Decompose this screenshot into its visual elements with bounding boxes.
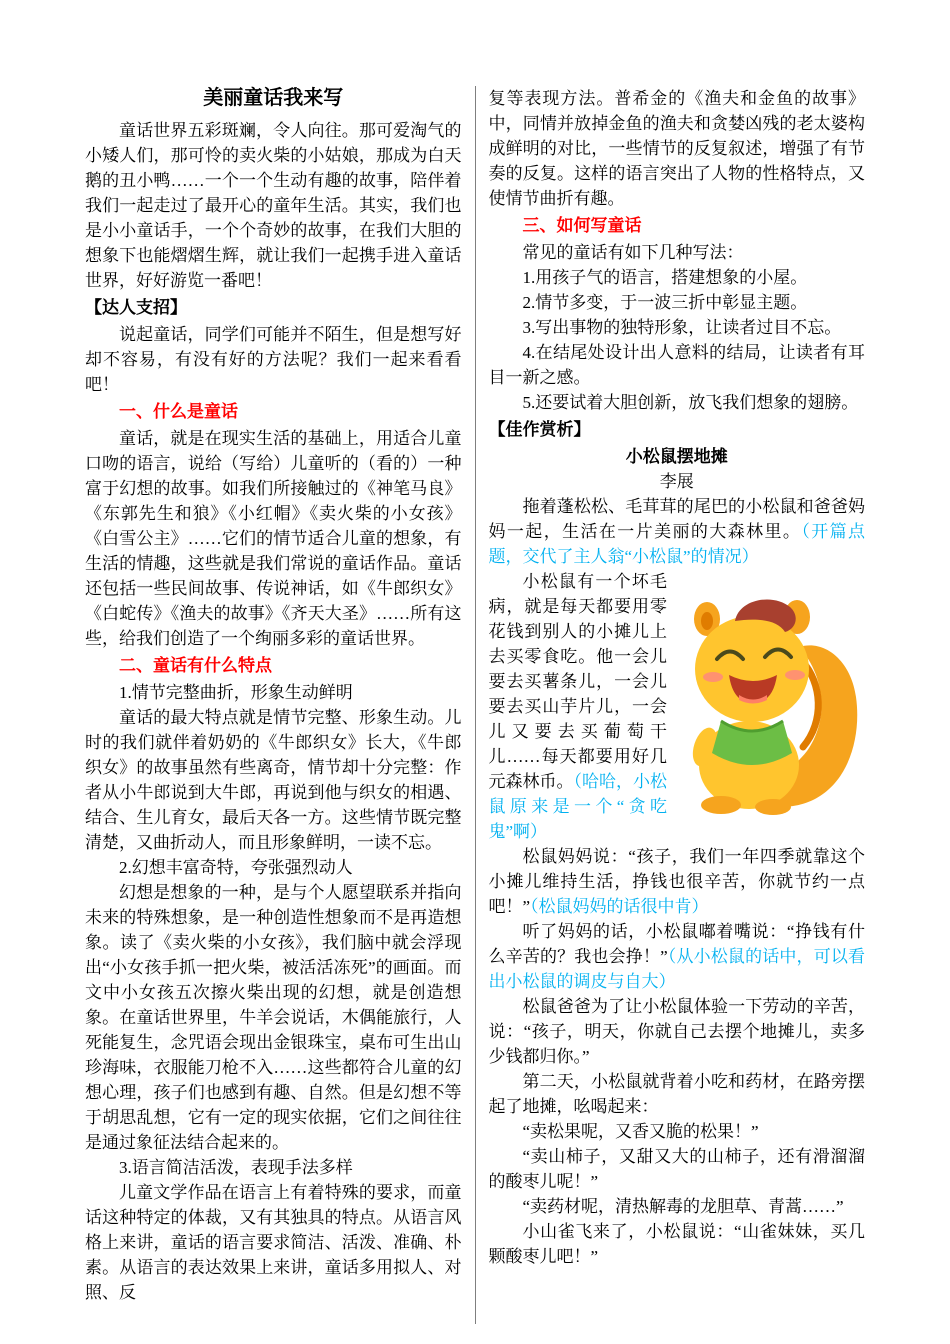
tips-intro-paragraph: 说起童话，同学们可能并不陌生，但是想写好却不容易，有没有好的方法呢？我们一起来看看吧！	[85, 325, 462, 394]
feature3-title: 3.语言简洁活泼，表现手法多样	[119, 1158, 353, 1177]
essay-text: 听了妈妈的话，小松鼠嘟着嘴说：“挣钱有什么辛苦的？我也会挣！”	[488, 922, 865, 966]
feature3-paragraph: 儿童文学作品在语言上有着特殊的要求，而童话这种特定的体裁，又有其独具的特点。从语言风格上来讲，童话的语言要求简洁、活泼、准确、朴素。从语言的表达效果上来讲，童话多用拟人、对照、反	[85, 1183, 462, 1302]
what-is-fairytale-paragraph: 童话，就是在现实生活的基础上，用适合儿童口吻的语言，说给（写给）儿童听的（看的）一种富于幻想的故事。如我们所接触过的《神笔马良》《东郭先生和狼》《小红帽》《卖火柴的小女孩》《白雪公主》……它们的情节适合儿童的想象，有生活的情趣，这些就是我们常说的童话作品。童话还包括一些民间故事、传说神话，如《牛郎织女》《白蛇传》《渔夫的故事》《齐天大圣》……所有这些，给我们创造了一个绚丽多彩的童话世界。	[85, 429, 462, 648]
essay-paragraph-7: “卖松果呢，又香又脆的松果！”	[522, 1122, 759, 1141]
essay-text: 小松鼠有一个坏毛病，就是每天都要用零花钱到别人的小摊儿上去买零食吃。他一会儿要去买薯条儿，一会儿要去买山芋片儿，一会儿又要去买葡萄干儿……每天都要用好几元森林币。	[488, 572, 667, 791]
essay-paragraph-5: 松鼠爸爸为了让小松鼠体验一下劳动的辛苦，说：“孩子，明天，你就自己去摆个地摊儿，卖多少钱都归你。”	[488, 997, 865, 1066]
squirrel-cartoon-icon	[673, 569, 865, 819]
feature2-title: 2.幻想丰富奇特，夸张强烈动人	[119, 858, 353, 877]
right-column	[489, 86, 866, 1324]
essay-text: 拖着蓬松松、毛茸茸的尾巴的小松鼠和爸爸妈妈一起，生活在一片美丽的大森林里。	[488, 497, 865, 541]
section-header-tips: 【达人支招】	[85, 298, 187, 317]
annotation-note: （从小松鼠的话中，可以看出小松鼠的调皮与自大）	[488, 947, 866, 991]
feature1-title: 1.情节完整曲折，形象生动鲜明	[119, 683, 353, 702]
annotation-note: （松鼠妈妈的话很中肯）	[530, 897, 709, 916]
essay-title: 小松鼠摆地摊	[625, 447, 728, 466]
intro-paragraph: 童话世界五彩斑斓，令人向往。那可爱淘气的小矮人们，那可怜的卖火柴的小姑娘，那成为白天鹅的丑小鸭……一个一个生动有趣的故事，陪伴着我们一起走过了最开心的童年生活。其实，我们也是小小童话手，一个个奇妙的故事，在我们大胆的想象下也能熠熠生辉，就让我们一起携手进入童话世界，好好游览一番吧！	[85, 121, 462, 290]
heading-fairytale-features: 二、童话有什么特点	[119, 656, 272, 675]
feature3-continued-paragraph: 复等表现方法。普希金的《渔夫和金鱼的故事》中，同情并放掉金鱼的渔夫和贪婪凶残的老太婆构成鲜明的对比，一些情节的反复叙述，增强了有节奏的反复。这样的语言突出了人物的性格特点，又使情节曲折有趣。	[488, 89, 865, 208]
feature1-paragraph: 童话的最大特点就是情节完整、形象生动。儿时的我们就伴着奶奶的《牛郎织女》长大，《牛郎织女》的故事虽然有些离奇，情节却十分完整：作者从小牛郎说到大牛郎，再说到他与织女的相遇、结合、生儿育女，最后天各一方。这些情节既完整清楚，又曲折动人，而且形象鲜明，一读不忘。	[85, 708, 462, 852]
essay-text: 松鼠妈妈说：“孩子，我们一年四季就靠这个小摊儿维持生活，挣钱也很辛苦，你就节约一点吧！”	[488, 847, 865, 916]
essay-author: 李展	[659, 472, 694, 491]
squirrel-illustration	[673, 569, 865, 819]
essay-paragraph-1	[489, 494, 866, 569]
essay-paragraph-3	[489, 844, 866, 919]
essay-paragraph-8: “卖山柿子，又甜又大的山柿子，还有滑溜溜的酸枣儿呢！”	[488, 1147, 865, 1191]
column-divider	[475, 86, 476, 1324]
section-header-review: 【佳作赏析】	[488, 420, 591, 439]
how-to-write-item-4: 4.在结尾处设计出人意料的结局，让读者有耳目一新之感。	[488, 343, 865, 387]
heading-what-is-fairytale: 一、什么是童话	[119, 402, 238, 421]
annotation-note: （哈哈，小松鼠原来是一个“贪吃鬼”啊）	[488, 772, 667, 841]
essay-paragraph-4	[489, 919, 866, 994]
how-to-write-item-5: 5.还要试着大胆创新，放飞我们想象的翅膀。	[522, 393, 859, 412]
essay-paragraph-10: 小山雀飞来了，小松鼠说：“山雀妹妹，买几颗酸枣儿吧！”	[488, 1222, 865, 1266]
feature2-paragraph: 幻想是想象的一种，是与个人愿望联系并指向未来的特殊想象，是一种创造性想象而不是再造想象。读了《卖火柴的小女孩》，我们脑中就会浮现出“小女孩手抓一把火柴，被活活冻死”的画面。而文中小女孩五次擦火柴出现的幻想，就是创造想象。在童话世界里，牛羊会说话，木偶能旅行，人死能复生，念咒语会现出金银珠宝，桌布可生出山珍海味，衣服能刀枪不入……这些都符合儿童的幻想心理，孩子们也感到有趣、自然。但是幻想不等于胡思乱想，它有一定的现实依据，它们之间往往是通过象征法结合起来的。	[85, 883, 462, 1152]
how-to-write-item-1: 1.用孩子气的语言，搭建想象的小屋。	[522, 268, 808, 287]
left-column	[85, 86, 462, 1324]
annotation-note: （开篇点题，交代了主人翁“小松鼠”的情况）	[488, 522, 866, 566]
essay-paragraph-9: “卖药材呢，清热解毒的龙胆草、青蒿……”	[522, 1197, 844, 1216]
heading-how-to-write: 三、如何写童话	[522, 216, 642, 235]
how-to-write-intro: 常见的童话有如下几种写法：	[522, 243, 744, 262]
how-to-write-item-2: 2.情节多变，于一波三折中彰显主题。	[522, 293, 808, 312]
how-to-write-item-3: 3.写出事物的独特形象，让读者过目不忘。	[522, 318, 842, 337]
doc-title: 美丽童话我来写	[203, 87, 344, 109]
essay-paragraph-6: 第二天，小松鼠就背着小吃和药材，在路旁摆起了地摊，吆喝起来：	[488, 1072, 865, 1116]
